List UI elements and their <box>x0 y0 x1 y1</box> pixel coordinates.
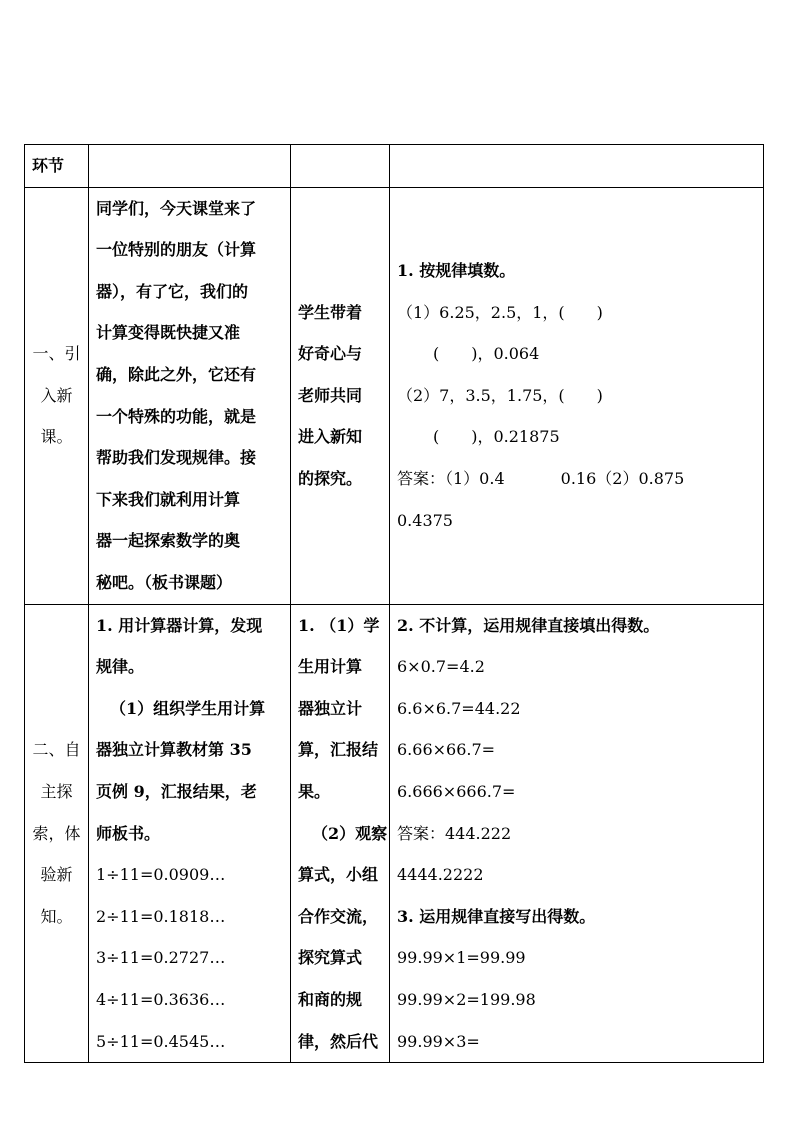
teacher-line: 规律。 <box>96 657 145 677</box>
exercise-line: 2. 不计算，运用规律直接填出得数。 <box>397 615 660 635</box>
exercise-line: 99.99×3= <box>397 1031 480 1051</box>
teacher-line: （1）组织学生用计算 <box>110 698 266 718</box>
student-line: 探究算式 <box>298 948 363 968</box>
header-teacher <box>89 145 291 188</box>
header-exercise <box>390 145 764 188</box>
teacher-line: 1÷11=0.0909… <box>96 865 226 885</box>
exercise-line: 答案：444.222 <box>397 823 512 843</box>
student-line: （2）观察 <box>312 823 388 843</box>
student-line: 律，然后代 <box>298 1031 379 1051</box>
stage-line: 验新 <box>40 865 73 885</box>
teacher-line: 一个特殊的功能，就是 <box>96 406 257 426</box>
header-student <box>291 145 390 188</box>
header-stage-label: 环节 <box>32 156 65 175</box>
stage-line: 知。 <box>40 906 73 926</box>
student-line: 的探究。 <box>298 468 363 488</box>
teacher-line: 页例 9，汇报结果，老 <box>96 781 257 801</box>
teacher-line: 3÷11=0.2727… <box>96 948 226 968</box>
student-line: 生用计算 <box>298 657 363 677</box>
student-line: 算，汇报结 <box>298 740 379 760</box>
student-line: 学生带着 <box>298 302 363 322</box>
student-cell-2 <box>291 604 390 1063</box>
stage-line: 索，体 <box>32 823 81 843</box>
stage-line: 一、引 <box>32 344 81 364</box>
student-cell-1 <box>291 187 390 604</box>
teacher-line: 1. 用计算器计算，发现 <box>96 615 263 635</box>
exercise-q2a: （2）7，3.5，1.75，( ) <box>397 385 603 405</box>
exercise-line: 6×0.7=4.2 <box>397 657 485 677</box>
exercise-cell-1 <box>390 187 764 604</box>
teacher-line: 5÷11=0.4545… <box>96 1031 226 1051</box>
teacher-line: 器），有了它，我们的 <box>96 281 249 301</box>
student-line: 进入新知 <box>298 427 363 447</box>
teacher-cell-2 <box>89 604 291 1063</box>
exercise-line: 6.666×666.7= <box>397 781 516 801</box>
teacher-line: 2÷11=0.1818… <box>96 906 226 926</box>
teacher-line: 一位特别的朋友（计算 <box>96 240 257 260</box>
exercise-line: 99.99×2=199.98 <box>397 989 536 1009</box>
teacher-line: 秘吧。（板书课题） <box>96 572 233 592</box>
student-line: 1. （1）学 <box>298 615 380 635</box>
exercise-line: 6.6×6.7=44.22 <box>397 698 521 718</box>
teacher-line: 4÷11=0.3636… <box>96 989 226 1009</box>
stage-line: 二、自 <box>32 740 81 760</box>
student-line: 好奇心与 <box>298 344 363 364</box>
header-stage <box>25 145 89 188</box>
stage-cell-1 <box>25 187 89 604</box>
exercise-cell-2 <box>390 604 764 1063</box>
student-line: 果。 <box>298 781 331 801</box>
student-line: 合作交流， <box>298 906 379 926</box>
exercise-line: 6.66×66.7= <box>397 740 496 760</box>
row-introduction <box>25 187 764 604</box>
teacher-line: 同学们，今天课堂来了 <box>96 198 257 218</box>
student-line: 和商的规 <box>298 989 363 1009</box>
teacher-line: 计算变得既快捷又准 <box>96 323 241 343</box>
row-exploration <box>25 604 764 1063</box>
teacher-line: 确，除此之外，它还有 <box>96 365 257 384</box>
exercise-answer <box>397 458 763 500</box>
exercise-q1a: （1）6.25，2.5，1，( ) <box>397 302 603 322</box>
stage-line: 课。 <box>40 427 73 447</box>
teacher-line: 器一起探索数学的奥 <box>96 531 241 551</box>
header-row <box>25 145 764 188</box>
lesson-plan-table <box>24 144 764 1063</box>
answer-part-a: 答案：（1）0.4 <box>397 468 505 488</box>
answer-part-b: 0.16（2）0.875 <box>560 468 685 488</box>
stage-line: 入新 <box>40 385 73 405</box>
exercise-q2b: ( )，0.21875 <box>433 427 560 447</box>
teacher-line: 帮助我们发现规律。接 <box>96 448 257 468</box>
teacher-line: 下来我们就利用计算 <box>96 489 241 509</box>
exercise-line: 3. 运用规律直接写出得数。 <box>397 906 596 926</box>
teacher-line: 师板书。 <box>96 823 161 843</box>
exercise-line: 4444.2222 <box>397 865 484 885</box>
exercise-line: 99.99×1=99.99 <box>397 948 526 968</box>
student-line: 老师共同 <box>298 385 363 405</box>
teacher-cell-1 <box>89 187 291 604</box>
stage-cell-2 <box>25 604 89 1063</box>
exercise-q1b: ( )，0.064 <box>433 344 540 364</box>
exercise-answer-c: 0.4375 <box>397 510 453 530</box>
student-line: 器独立计 <box>298 698 363 718</box>
teacher-line: 器独立计算教材第 35 <box>96 740 252 760</box>
stage-line: 主探 <box>40 781 73 801</box>
student-line: 算式，小组 <box>298 865 379 885</box>
exercise-title: 1. 按规律填数。 <box>397 261 516 281</box>
